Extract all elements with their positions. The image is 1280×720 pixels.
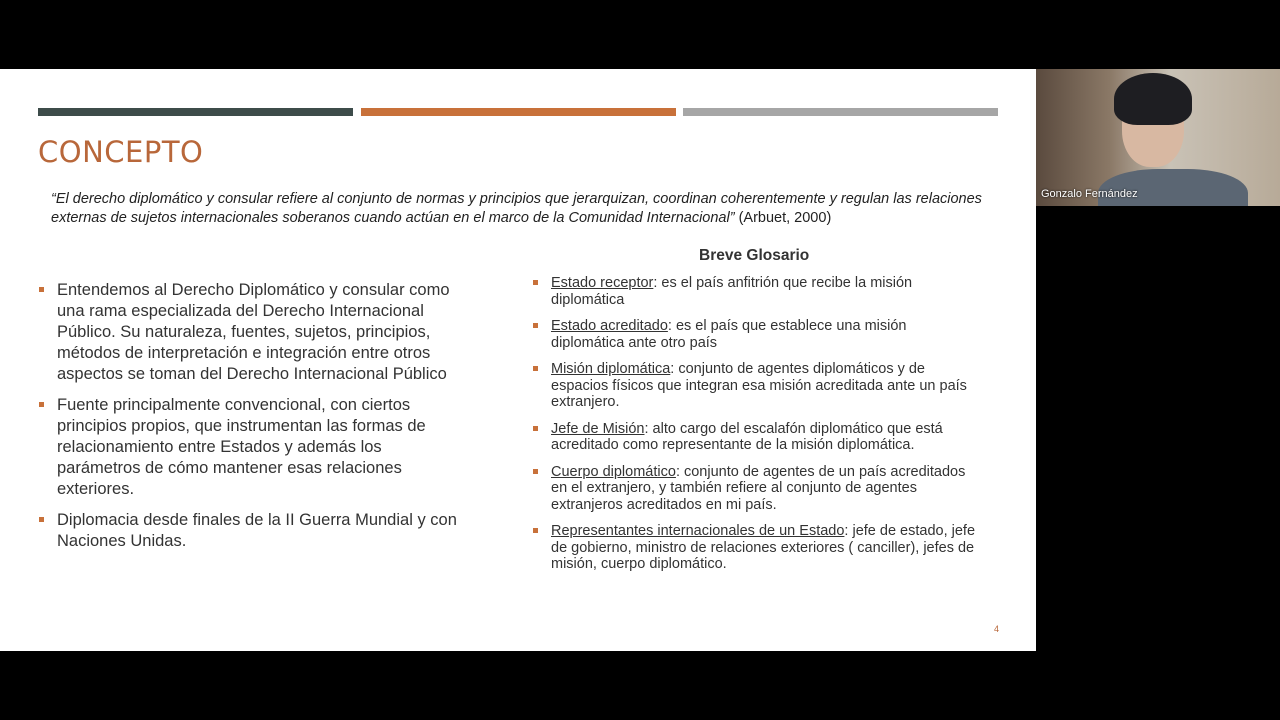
definition-quote: [51, 190, 1001, 228]
bullet-icon: [533, 469, 538, 474]
glossary-definition: : conjunto de agentes diplomáticos y de espacios físicos que integran esa misión acreditada ante un país extranjero.: [551, 361, 967, 410]
bullet-icon: [39, 287, 44, 292]
participant-video-tile[interactable]: [1036, 69, 1280, 206]
bullet-text: Diplomacia desde finales de la II Guerra Mundial y con Naciones Unidas.: [57, 511, 457, 550]
glossary-term: Jefe de Misión: [551, 420, 645, 437]
quote-text: “El derecho diplomático y consular refiere al conjunto de normas y principios que jerarquizan, coordinan coherentemente y regulan las relaciones externas de sujetos internacionales soberanos cuando actúan en el marco de la Comunidad Internacional”: [51, 191, 982, 226]
bullet-icon: [533, 323, 538, 328]
bullet-icon: [39, 517, 44, 522]
concept-bullet-list: [38, 280, 468, 562]
header-bar-gray: [683, 108, 998, 116]
glossary-item: [532, 421, 982, 454]
bullet-text: Fuente principalmente convencional, con ciertos principios propios, que instrumentan las formas de relacionamiento entre Estados y además los parámetros de cómo mantener esas relaciones exteriores.: [57, 396, 426, 498]
glossary-item: [532, 464, 982, 514]
bullet-icon: [533, 528, 538, 533]
glossary-term: Estado receptor: [551, 275, 654, 291]
participant-name: Gonzalo Fernández: [1041, 188, 1138, 200]
presentation-slide: [0, 69, 1036, 651]
list-item: [38, 395, 468, 500]
bullet-icon: [39, 402, 44, 407]
bullet-text: Entendemos al Derecho Diplomático y consular como una rama especializada del Derecho Internacional Público. Su naturaleza, fuentes, sujetos, principios, métodos de interpretación e integración entre otros aspectos se toman del Derecho Internacional Público: [57, 281, 450, 383]
glossary-definition: : alto cargo del escalafón diplomático que está acreditado como representante de la misión diplomática.: [551, 420, 943, 453]
bullet-icon: [533, 366, 538, 371]
glossary-item: [532, 361, 982, 411]
glossary-definition: : jefe de estado, jefe de gobierno, ministro de relaciones exteriores ( canciller), jefes de misión, cuerpo diplomático.: [551, 523, 976, 572]
glossary-list: [532, 275, 982, 583]
quote-citation: (Arbuet, 2000): [734, 210, 832, 226]
header-bar-dark: [38, 108, 353, 116]
page-number: 4: [994, 624, 1000, 634]
list-item: [38, 510, 468, 552]
glossary-definition: : conjunto de agentes de un país acreditados en el extranjero, y también refiere al conjunto de agentes extranjeros acreditados en mi país.: [551, 463, 966, 513]
slide-title: CONCEPTO: [38, 135, 204, 169]
participant-hair: [1114, 73, 1192, 125]
glossary-term: Misión diplomática: [551, 361, 671, 377]
glossary-term: Estado acreditado: [551, 318, 668, 334]
header-bar-orange: [361, 108, 676, 116]
glossary-term: Representantes internacionales de un Estado: [551, 523, 845, 539]
bullet-icon: [533, 280, 538, 285]
glossary-term: Cuerpo diplomático: [551, 463, 676, 480]
bullet-icon: [533, 426, 538, 431]
glossary-definition: : es el país que establece una misión diplomática ante otro país: [551, 318, 907, 351]
glossary-item: [532, 318, 982, 351]
glossary-item: [532, 523, 982, 573]
glossary-item: [532, 275, 982, 308]
glossary-definition: : es el país anfitrión que recibe la misión diplomática: [551, 275, 913, 308]
list-item: [38, 280, 468, 385]
glossary-title: Breve Glosario: [699, 247, 810, 264]
